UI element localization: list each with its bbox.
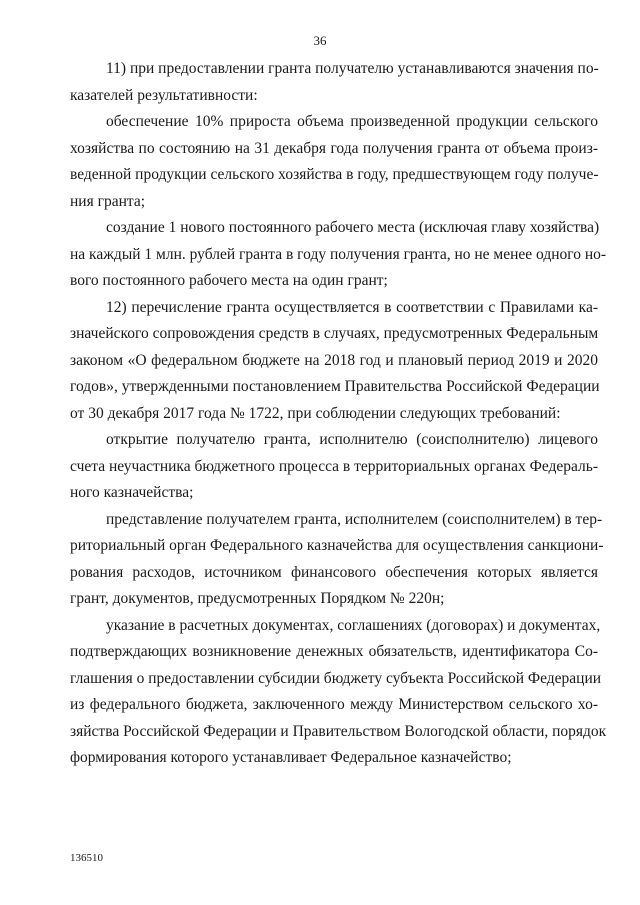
paragraph-production-growth: [70, 109, 598, 215]
text-line: из федерального бюджета, заключенного между Министерством сельского хо-: [70, 696, 598, 713]
page-number: 36: [313, 33, 327, 48]
text-line: подтверждающих возникновение денежных обязательств, идентификатора Со-: [70, 643, 598, 660]
text-line: вого постоянного рабочего места на один грант;: [70, 272, 388, 289]
text-line: счета неучастника бюджетного процесса в территориальных органах Федераль-: [70, 457, 599, 475]
text-line: ния гранта;: [70, 192, 146, 210]
text-line: казателей результативности:: [70, 86, 258, 104]
text-line: указание в расчетных документах, соглашениях (договорах) и документах,: [106, 616, 601, 634]
text-line: веденной продукции сельского хозяйства в году, предшествующем году получе-: [70, 166, 599, 183]
text-line: представление получателем гранта, исполнителем (соисполнителем) в тер-: [106, 510, 603, 528]
paragraph-grant-transfer: [70, 295, 598, 428]
text-line: зяйства Российской Федерации и Правительством Вологодской области, порядок: [70, 722, 607, 740]
paragraph-account-opening: [70, 427, 598, 507]
paragraph-documents-submission: [70, 507, 604, 613]
text-line: 11) при предоставлении гранта получателю устанавливаются значения по-: [106, 60, 599, 77]
text-line: от 30 декабря 2017 года № 1722, при соблюдении следующих требований:: [70, 404, 561, 422]
text-line: ного казначейства;: [70, 484, 194, 501]
text-line: на каждый 1 млн. рублей гранта в году получения гранта, но не менее одного но-: [70, 245, 607, 263]
text-line: глашения о предоставлении субсидии бюджету субъекта Российской Федерации: [70, 669, 602, 687]
text-line: создание 1 нового постоянного рабочего места (исключая главу хозяйства): [106, 219, 600, 236]
text-line: рования расходов, источником финансового обеспечения которых является: [70, 563, 598, 581]
text-line: значейского сопровождения средств в случаях, предусмотренных Федеральным: [70, 325, 599, 342]
text-line: открытие получателю гранта, исполнителю (соисполнителю) лицевого: [106, 431, 598, 448]
paragraph-performance-indicators: [70, 56, 598, 109]
paragraph-new-jobs: [70, 215, 607, 295]
text-line: грант, документов, предусмотренных Порядком № 220н;: [70, 590, 445, 607]
document-code: 136510: [70, 852, 103, 864]
text-line: риториальный орган Федерального казначейства для осуществления санкциони-: [70, 537, 604, 554]
paragraph-identifier: [70, 613, 607, 772]
text-line: хозяйства по состоянию на 31 декабря года получения гранта от объема произ-: [70, 139, 598, 157]
text-line: 12) перечисление гранта осуществляется в соответствии с Правилами ка-: [106, 298, 598, 316]
text-line: годов», утвержденными постановлением Правительства Российской Федерации: [70, 378, 600, 395]
text-line: законом «О федеральном бюджете на 2018 год и плановый период 2019 и 2020: [70, 351, 598, 369]
text-line: формирования которого устанавливает Федеральное казначейство;: [70, 749, 512, 766]
text-line: обеспечение 10% прироста объема произведенной продукции сельского: [106, 113, 598, 130]
document-body: [70, 56, 607, 772]
